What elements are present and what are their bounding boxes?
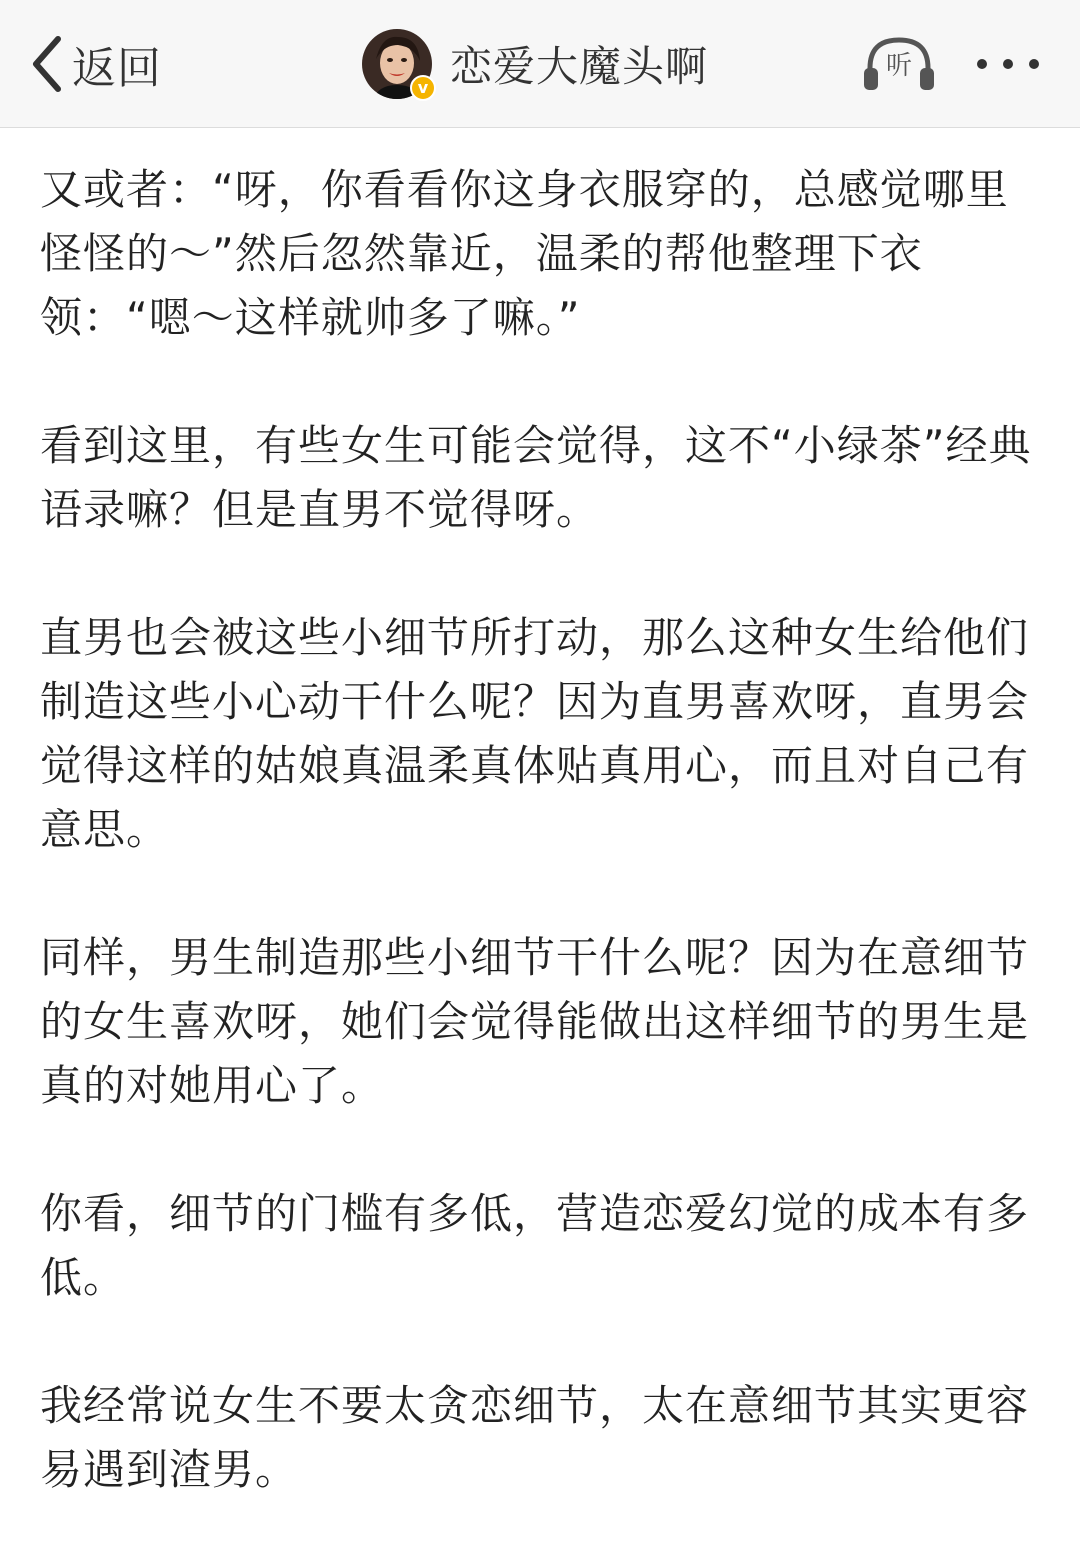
author-profile[interactable] [362, 28, 708, 100]
listen-label: 听 [885, 51, 912, 81]
chevron-left-icon [30, 35, 64, 93]
article-paragraph: 直男也会被这些小细节所打动，那么这种女生给他们制造这些小心动干什么呢？因为直男喜欢呀，直男会觉得这样的姑娘真温柔真体贴真用心，而且对自己有意思。 [40, 613, 1030, 854]
avatar[interactable] [362, 29, 432, 99]
back-label: 返回 [72, 43, 162, 94]
article-body [40, 158, 1040, 1566]
top-navigation-bar [0, 0, 1080, 128]
article-paragraph: 你看，细节的门槛有多低，营造恋爱幻觉的成本有多低。 [40, 1189, 1030, 1302]
more-options-button[interactable] [968, 44, 1048, 84]
article-paragraph: 看到这里，有些女生可能会觉得，这不“小绿茶”经典语录嘛？但是直男不觉得呀。 [40, 421, 1032, 534]
profile-name: 恋爱大魔头啊 [450, 42, 709, 91]
more-dots-icon [968, 69, 1048, 88]
article-paragraph: 又或者：“呀，你看看你这身衣服穿的，总感觉哪里怪怪的～”然后忽然靠近，温柔的帮他整理下衣领：“嗯～这样就帅多了嘛。” [40, 165, 1009, 342]
article-paragraph: 我经常说女生不要太贪恋细节，太在意细节其实更容易遇到渣男。 [40, 1381, 1030, 1494]
listen-button[interactable] [862, 34, 936, 94]
article-paragraph: 同样，男生制造那些小细节干什么呢？因为在意细节的女生喜欢呀，她们会觉得能做出这样细节的男生是真的对她用心了。 [40, 933, 1030, 1110]
back-button[interactable] [30, 32, 162, 96]
verified-badge-icon: v [410, 75, 436, 101]
